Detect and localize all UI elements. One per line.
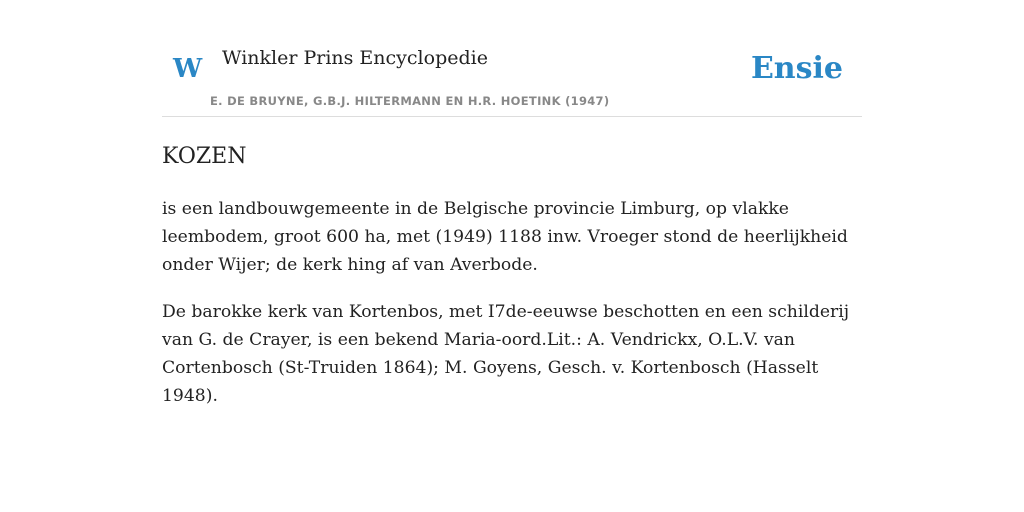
source-authors: E. DE BRUYNE, G.B.J. HILTERMANN EN H.R. HOETINK (1947) bbox=[210, 94, 610, 108]
winkler-prins-logo[interactable]: W bbox=[173, 54, 203, 84]
source-title[interactable]: Winkler Prins Encyclopedie bbox=[222, 47, 488, 69]
entry-paragraph: De barokke kerk van Kortenbos, met I7de-eeuwse beschotten en een schilderij van G. de Crayer, is een bekend Maria-oord.Lit.: A. Vendrickx, O.L.V. van Cortenbosch (St-Truiden 1864); M. Goyens, Gesch. v. Kortenbosch (Hasselt 1948). bbox=[162, 302, 850, 406]
entry-paragraph: is een landbouwgemeente in de Belgische provincie Limburg, op vlakke leembodem, groot 600 ha, met (1949) 1188 inw. Vroeger stond de heerlijkheid onder Wijer; de kerk hing af van Averbode. bbox=[162, 199, 848, 275]
entry-title: KOZEN bbox=[162, 144, 247, 169]
ensie-brand-logo[interactable]: Ensie bbox=[750, 51, 843, 86]
source-header bbox=[162, 0, 862, 117]
page bbox=[162, 0, 862, 410]
entry-body bbox=[162, 195, 862, 410]
